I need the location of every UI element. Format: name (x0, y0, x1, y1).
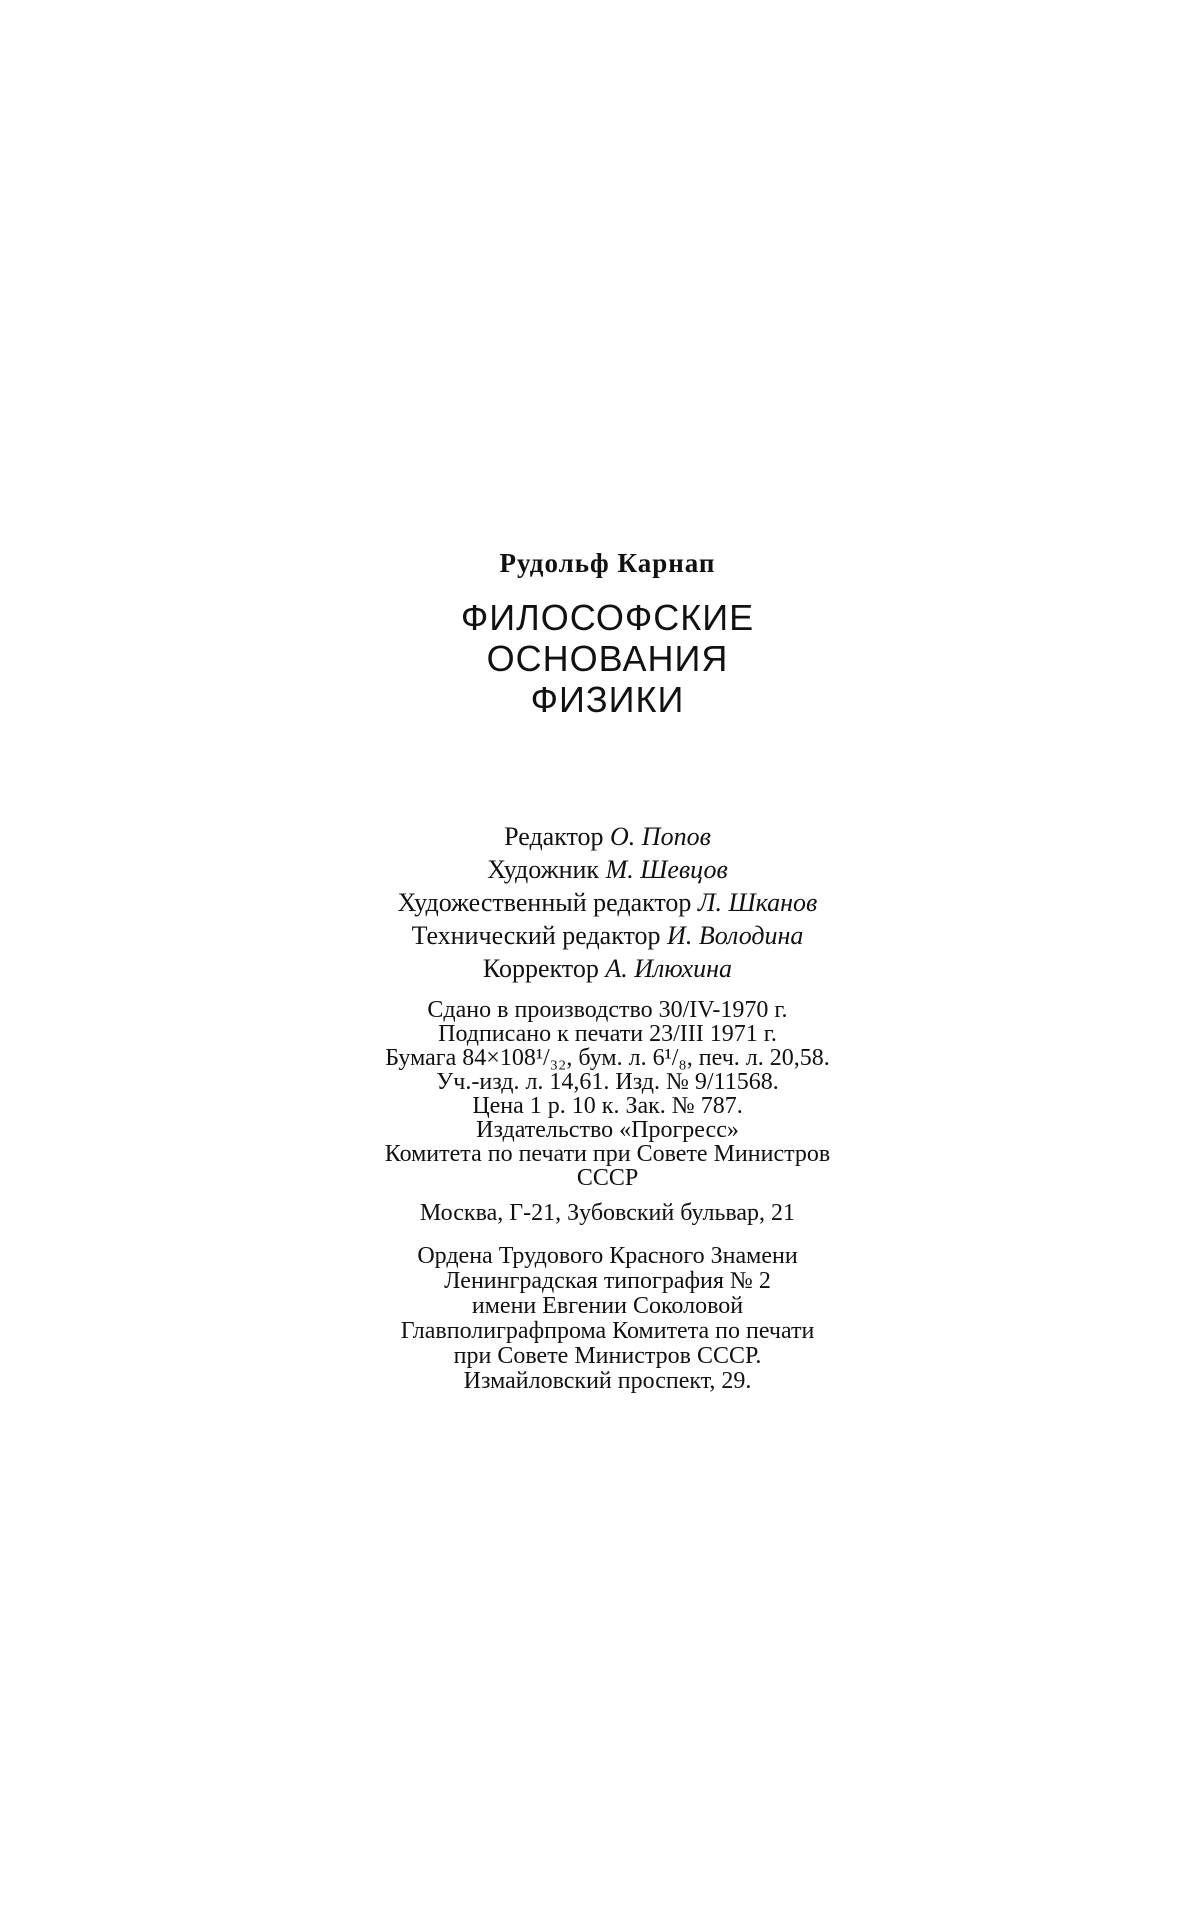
credits-block (0, 820, 1200, 985)
credit-role: Технический редактор (411, 921, 661, 950)
imprint-line: Бумага 84×108¹/₃₂, бум. л. 6¹/₈, печ. л. 20,58. (385, 1045, 830, 1071)
credit-art-editor (0, 886, 1200, 919)
credit-role: Корректор (482, 954, 599, 983)
imprint-line: Москва, Г-21, Зубовский бульвар, 21 (419, 1200, 796, 1226)
credit-person: А. Илюхина (605, 954, 733, 983)
imprint-line: Цена 1 р. 10 к. Зак. № 787. (472, 1093, 743, 1119)
imprint-line: Комитета по печати при Совете Министров (384, 1141, 831, 1167)
book-title (0, 597, 1200, 720)
credit-artist (0, 853, 1200, 886)
imprint-line: Подписано к печати 23/III 1971 г. (438, 1021, 777, 1047)
credit-role: Художественный редактор (397, 888, 692, 917)
imprint-line: СССР (576, 1165, 639, 1191)
credit-person: Л. Шканов (697, 888, 818, 917)
title-line: ФИЗИКИ (530, 679, 685, 720)
printer-line: Ленинградская типография № 2 (444, 1268, 771, 1294)
credit-role: Редактор (504, 822, 604, 851)
title-line: ФИЛОСОФСКИЕ (460, 597, 755, 638)
printer-line: Главполиграфпрома Комитета по печати (400, 1318, 815, 1344)
printer-line: Измайловский проспект, 29. (463, 1368, 752, 1394)
credit-person: И. Володина (667, 921, 804, 950)
credit-role: Художник (487, 855, 600, 884)
imprint-line: Сдано в производство 30/IV-1970 г. (427, 997, 788, 1023)
credit-person: М. Шевцов (605, 855, 728, 884)
printer-line: имени Евгении Соколовой (471, 1293, 744, 1319)
title-line: ОСНОВАНИЯ (486, 638, 729, 679)
printer-line: Ордена Трудового Красного Знамени (417, 1243, 798, 1269)
credit-proofreader (0, 952, 1200, 985)
credit-technical-editor (0, 919, 1200, 952)
credit-person: О. Попов (610, 822, 711, 851)
credit-editor (0, 820, 1200, 853)
printer-line: при Совете Министров СССР. (453, 1343, 762, 1369)
author-name: Рудольф Карнап (499, 548, 716, 578)
imprint-line: Издательство «Прогресс» (476, 1117, 739, 1143)
printer-block (0, 1244, 1200, 1394)
imprint-block (0, 998, 1200, 1225)
imprint-line: Уч.-изд. л. 14,61. Изд. № 9/11568. (436, 1069, 779, 1095)
